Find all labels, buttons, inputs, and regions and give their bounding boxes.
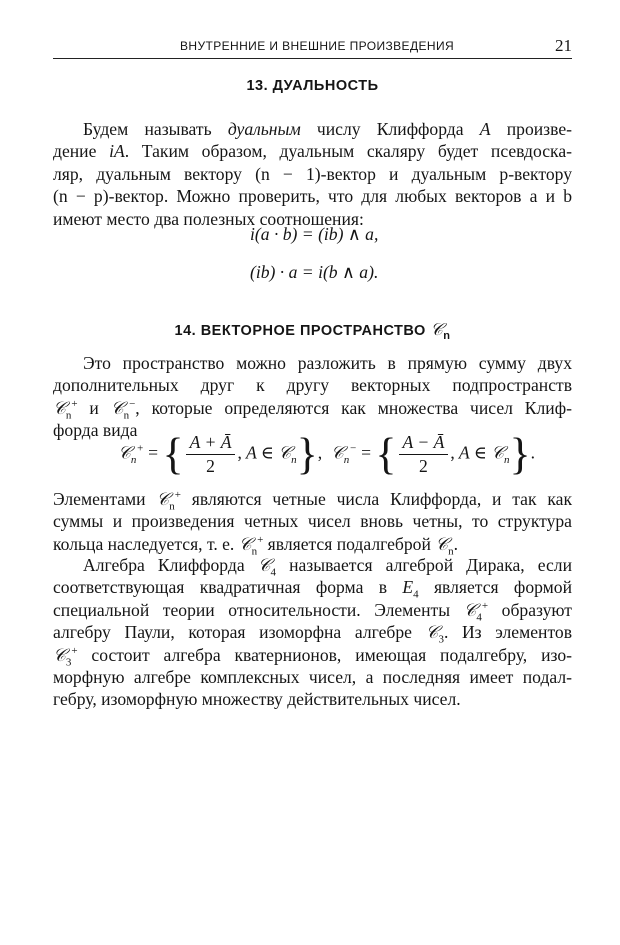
- section-13-title: 13. ДУАЛЬНОСТЬ: [246, 78, 379, 94]
- page-header: [53, 36, 572, 59]
- section-14-paragraph-3: [53, 554, 572, 711]
- text-line: 𝒞$_n$+ и 𝒞$_n$−, которые определяются как множества чисел Клиф-: [53, 397, 572, 422]
- section-14-paragraph-1: [53, 352, 572, 442]
- text-line: суммы и произведения четных чисел вновь четны, то структура: [53, 511, 572, 532]
- text-line: Элементами 𝒞$_n$+ являются четные числа Клиффорда, и так как: [53, 489, 572, 513]
- section-14-title: 14. ВЕКТОРНОЕ ПРОСТРАНСТВО 𝒞$_n$: [174, 320, 451, 342]
- text-line: соответствующая квадратичная форма в $E_4$ является формой: [53, 577, 572, 601]
- running-head: ВНУТРЕННИЕ И ВНЕШНИЕ ПРОИЗВЕДЕНИЯ: [180, 39, 455, 53]
- text-line: ляр, дуальным вектору (n − 1)-вектор и дуальным p-вектору: [53, 163, 572, 184]
- text-line: (n − p)-вектор. Можно проверить, что для любых векторов a и b: [53, 186, 572, 207]
- text-line: алгебру Паули, которая изоморфна алгебре 𝒞$_3$. Из элементов: [53, 622, 573, 646]
- equation-1: i(a · b) = (ib) ∧ a,: [250, 224, 379, 244]
- fraction-plus: $\frac{A + Ā}{2}$: [186, 432, 236, 477]
- text-line: 𝒞$_3$+ состоит алгебра кватернионов, имеющая подалгебру, изо-: [53, 644, 572, 669]
- text-line: специальной теории относительности. Элементы 𝒞$_4$+ образуют: [53, 599, 572, 624]
- text-line: форда вида: [53, 420, 138, 441]
- text-line: Будем называть дуальным числу Клиффорда A произве-: [83, 119, 572, 139]
- text-line: Алгебра Клиффорда 𝒞$_4$ называется алгеброй Дирака, если: [83, 555, 572, 579]
- formula-decomposition: 𝒞$_n$+ = { $\frac{A + Ā}{2}$ , A ∈ 𝒞$_n$}, 𝒞$_n$− = { $\frac{A - Ā}{2}$ , A ∈ 𝒞$_n$}.: [118, 429, 535, 479]
- title-symbol: 𝒞: [430, 320, 444, 339]
- term-dual: дуальным: [227, 119, 301, 139]
- text-line: кольца наследуется, т. е. 𝒞$_n$+ является подалгеброй 𝒞$_n$.: [53, 533, 459, 558]
- equation-2: (ib) · a = i(b ∧ a).: [250, 262, 379, 282]
- page-number: 21: [555, 36, 572, 55]
- text-line: дополнительных друг к другу векторных подпространств: [53, 375, 572, 396]
- text-line: гебру, изоморфную множеству действительных чисел.: [53, 689, 461, 710]
- text-line: морфную алгебре комплексных чисел, а последняя имеет подал-: [53, 667, 572, 688]
- fraction-minus: $\frac{A - Ā}{2}$: [399, 432, 449, 477]
- text-line: дение iA. Таким образом, дуальным скаляру будет псевдоска-: [53, 141, 572, 162]
- text-line: Это пространство можно разложить в прямую сумму двух: [83, 353, 572, 373]
- section-13-paragraph: [53, 118, 572, 230]
- section-14-paragraph-2: [53, 488, 572, 558]
- text-line: имеют место два полезных соотношения:: [53, 208, 364, 229]
